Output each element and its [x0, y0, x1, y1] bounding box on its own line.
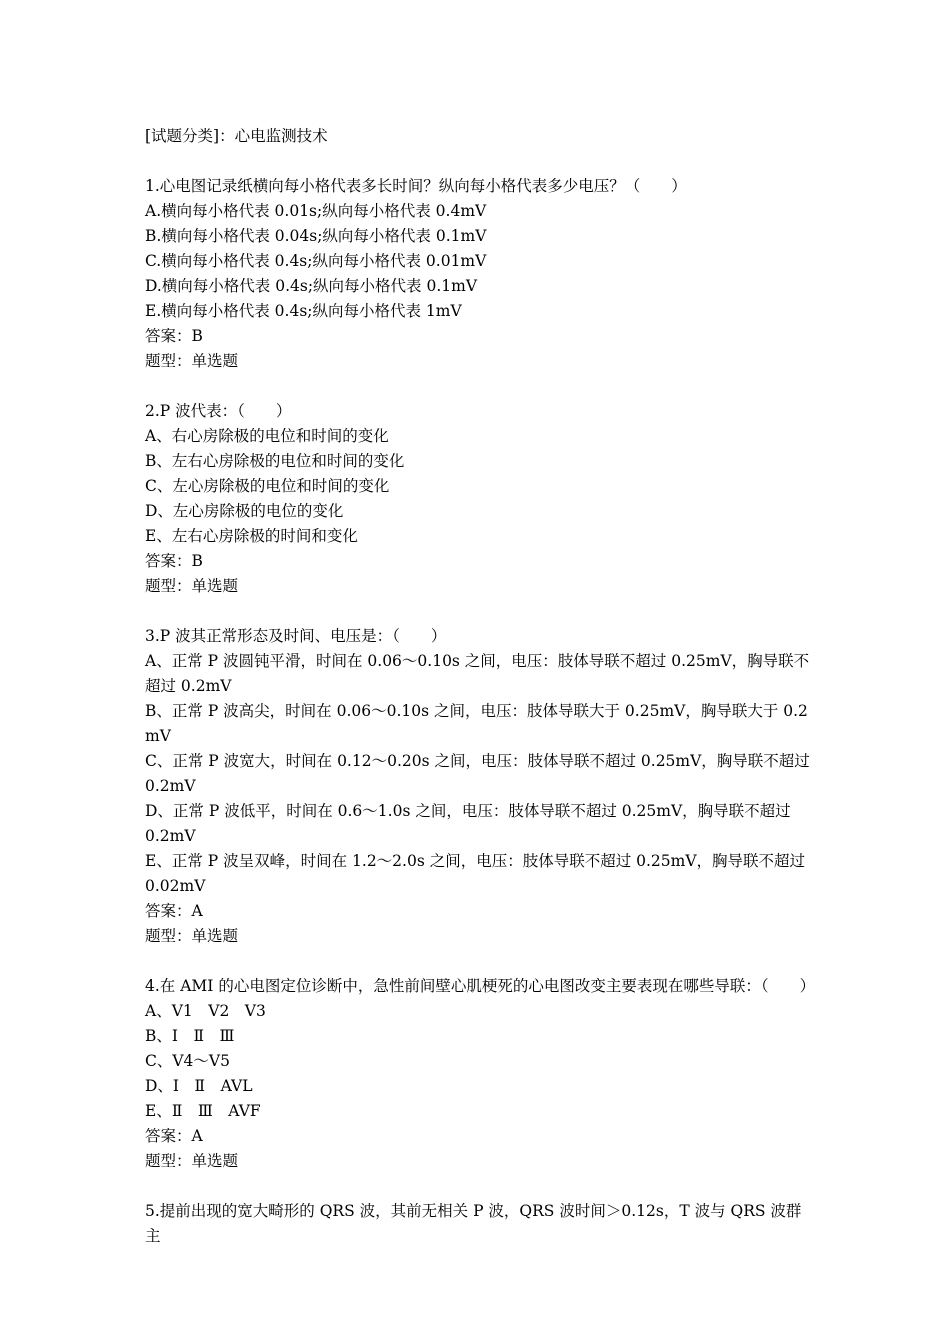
option-c: C.横向每小格代表 0.4s;纵向每小格代表 0.01mV: [145, 252, 487, 270]
question-1: [145, 174, 810, 374]
document-page: [145, 124, 816, 1249]
option-a: A、V1 V2 V3: [145, 1002, 266, 1020]
option-d: D、Ⅰ Ⅱ AVL: [145, 1077, 253, 1095]
option-a: A、正常 P 波圆钝平滑，时间在 0.06～0.10s 之间，电压：肢体导联不超过 0.25mV，胸导联不超过 0.2mV: [145, 652, 810, 695]
answer: 答案：B: [145, 552, 203, 570]
option-a: A.横向每小格代表 0.01s;纵向每小格代表 0.4mV: [145, 202, 487, 220]
option-d: D、正常 P 波低平，时间在 0.6～1.0s 之间，电压：肢体导联不超过 0.25mV，胸导联不超过 0.2mV: [145, 802, 796, 845]
spacer: [145, 149, 810, 174]
category-heading: [试题分类]：心电监测技术: [145, 127, 328, 145]
option-c: C、V4～V5: [145, 1052, 230, 1070]
spacer: [145, 949, 810, 974]
option-b: B、左右心房除极的电位和时间的变化: [145, 452, 405, 470]
option-e: E、Ⅱ Ⅲ AVF: [145, 1102, 261, 1120]
option-e: E、左右心房除极的时间和变化: [145, 527, 358, 545]
option-b: B、Ⅰ Ⅱ Ⅲ: [145, 1027, 235, 1045]
question-stem: 2.P 波代表：（ ）: [145, 402, 292, 420]
option-d: D.横向每小格代表 0.4s;纵向每小格代表 0.1mV: [145, 277, 478, 295]
answer: 答案：A: [145, 1127, 203, 1145]
question-type: 题型：单选题: [145, 927, 239, 945]
option-e: E.横向每小格代表 0.4s;纵向每小格代表 1mV: [145, 302, 462, 320]
spacer: [145, 599, 810, 624]
question-4: [145, 974, 816, 1174]
question-stem: 1.心电图记录纸横向每小格代表多长时间？纵向每小格代表多少电压？（ ）: [145, 177, 687, 195]
answer: 答案：B: [145, 327, 203, 345]
option-b: B、正常 P 波高尖，时间在 0.06～0.10s 之间，电压：肢体导联大于 0.25mV，胸导联大于 0.2mV: [145, 702, 808, 745]
option-d: D、左心房除极的电位的变化: [145, 502, 344, 520]
answer: 答案：A: [145, 902, 203, 920]
question-type: 题型：单选题: [145, 1152, 239, 1170]
option-c: C、正常 P 波宽大，时间在 0.12～0.20s 之间，电压：肢体导联不超过 0.25mV，胸导联不超过 0.2mV: [145, 752, 815, 795]
spacer: [145, 1174, 810, 1199]
question-stem: 3.P 波其正常形态及时间、电压是：（ ）: [145, 627, 447, 645]
question-2: [145, 399, 810, 599]
spacer: [145, 374, 810, 399]
option-a: A、右心房除极的电位和时间的变化: [145, 427, 389, 445]
question-5: [145, 1199, 810, 1249]
question-stem: 5.提前出现的宽大畸形的 QRS 波，其前无相关 P 波，QRS 波时间＞0.12s，T 波与 QRS 波群主: [145, 1202, 802, 1245]
question-stem: 4.在 AMI 的心电图定位诊断中，急性前间壁心肌梗死的心电图改变主要表现在哪些导联：（ ）: [145, 977, 816, 995]
option-e: E、正常 P 波呈双峰，时间在 1.2～2.0s 之间，电压：肢体导联不超过 0.25mV，胸导联不超过 0.02mV: [145, 852, 810, 895]
question-type: 题型：单选题: [145, 577, 239, 595]
option-c: C、左心房除极的电位和时间的变化: [145, 477, 390, 495]
question-3: [145, 624, 815, 949]
question-type: 题型：单选题: [145, 352, 239, 370]
option-b: B.横向每小格代表 0.04s;纵向每小格代表 0.1mV: [145, 227, 487, 245]
